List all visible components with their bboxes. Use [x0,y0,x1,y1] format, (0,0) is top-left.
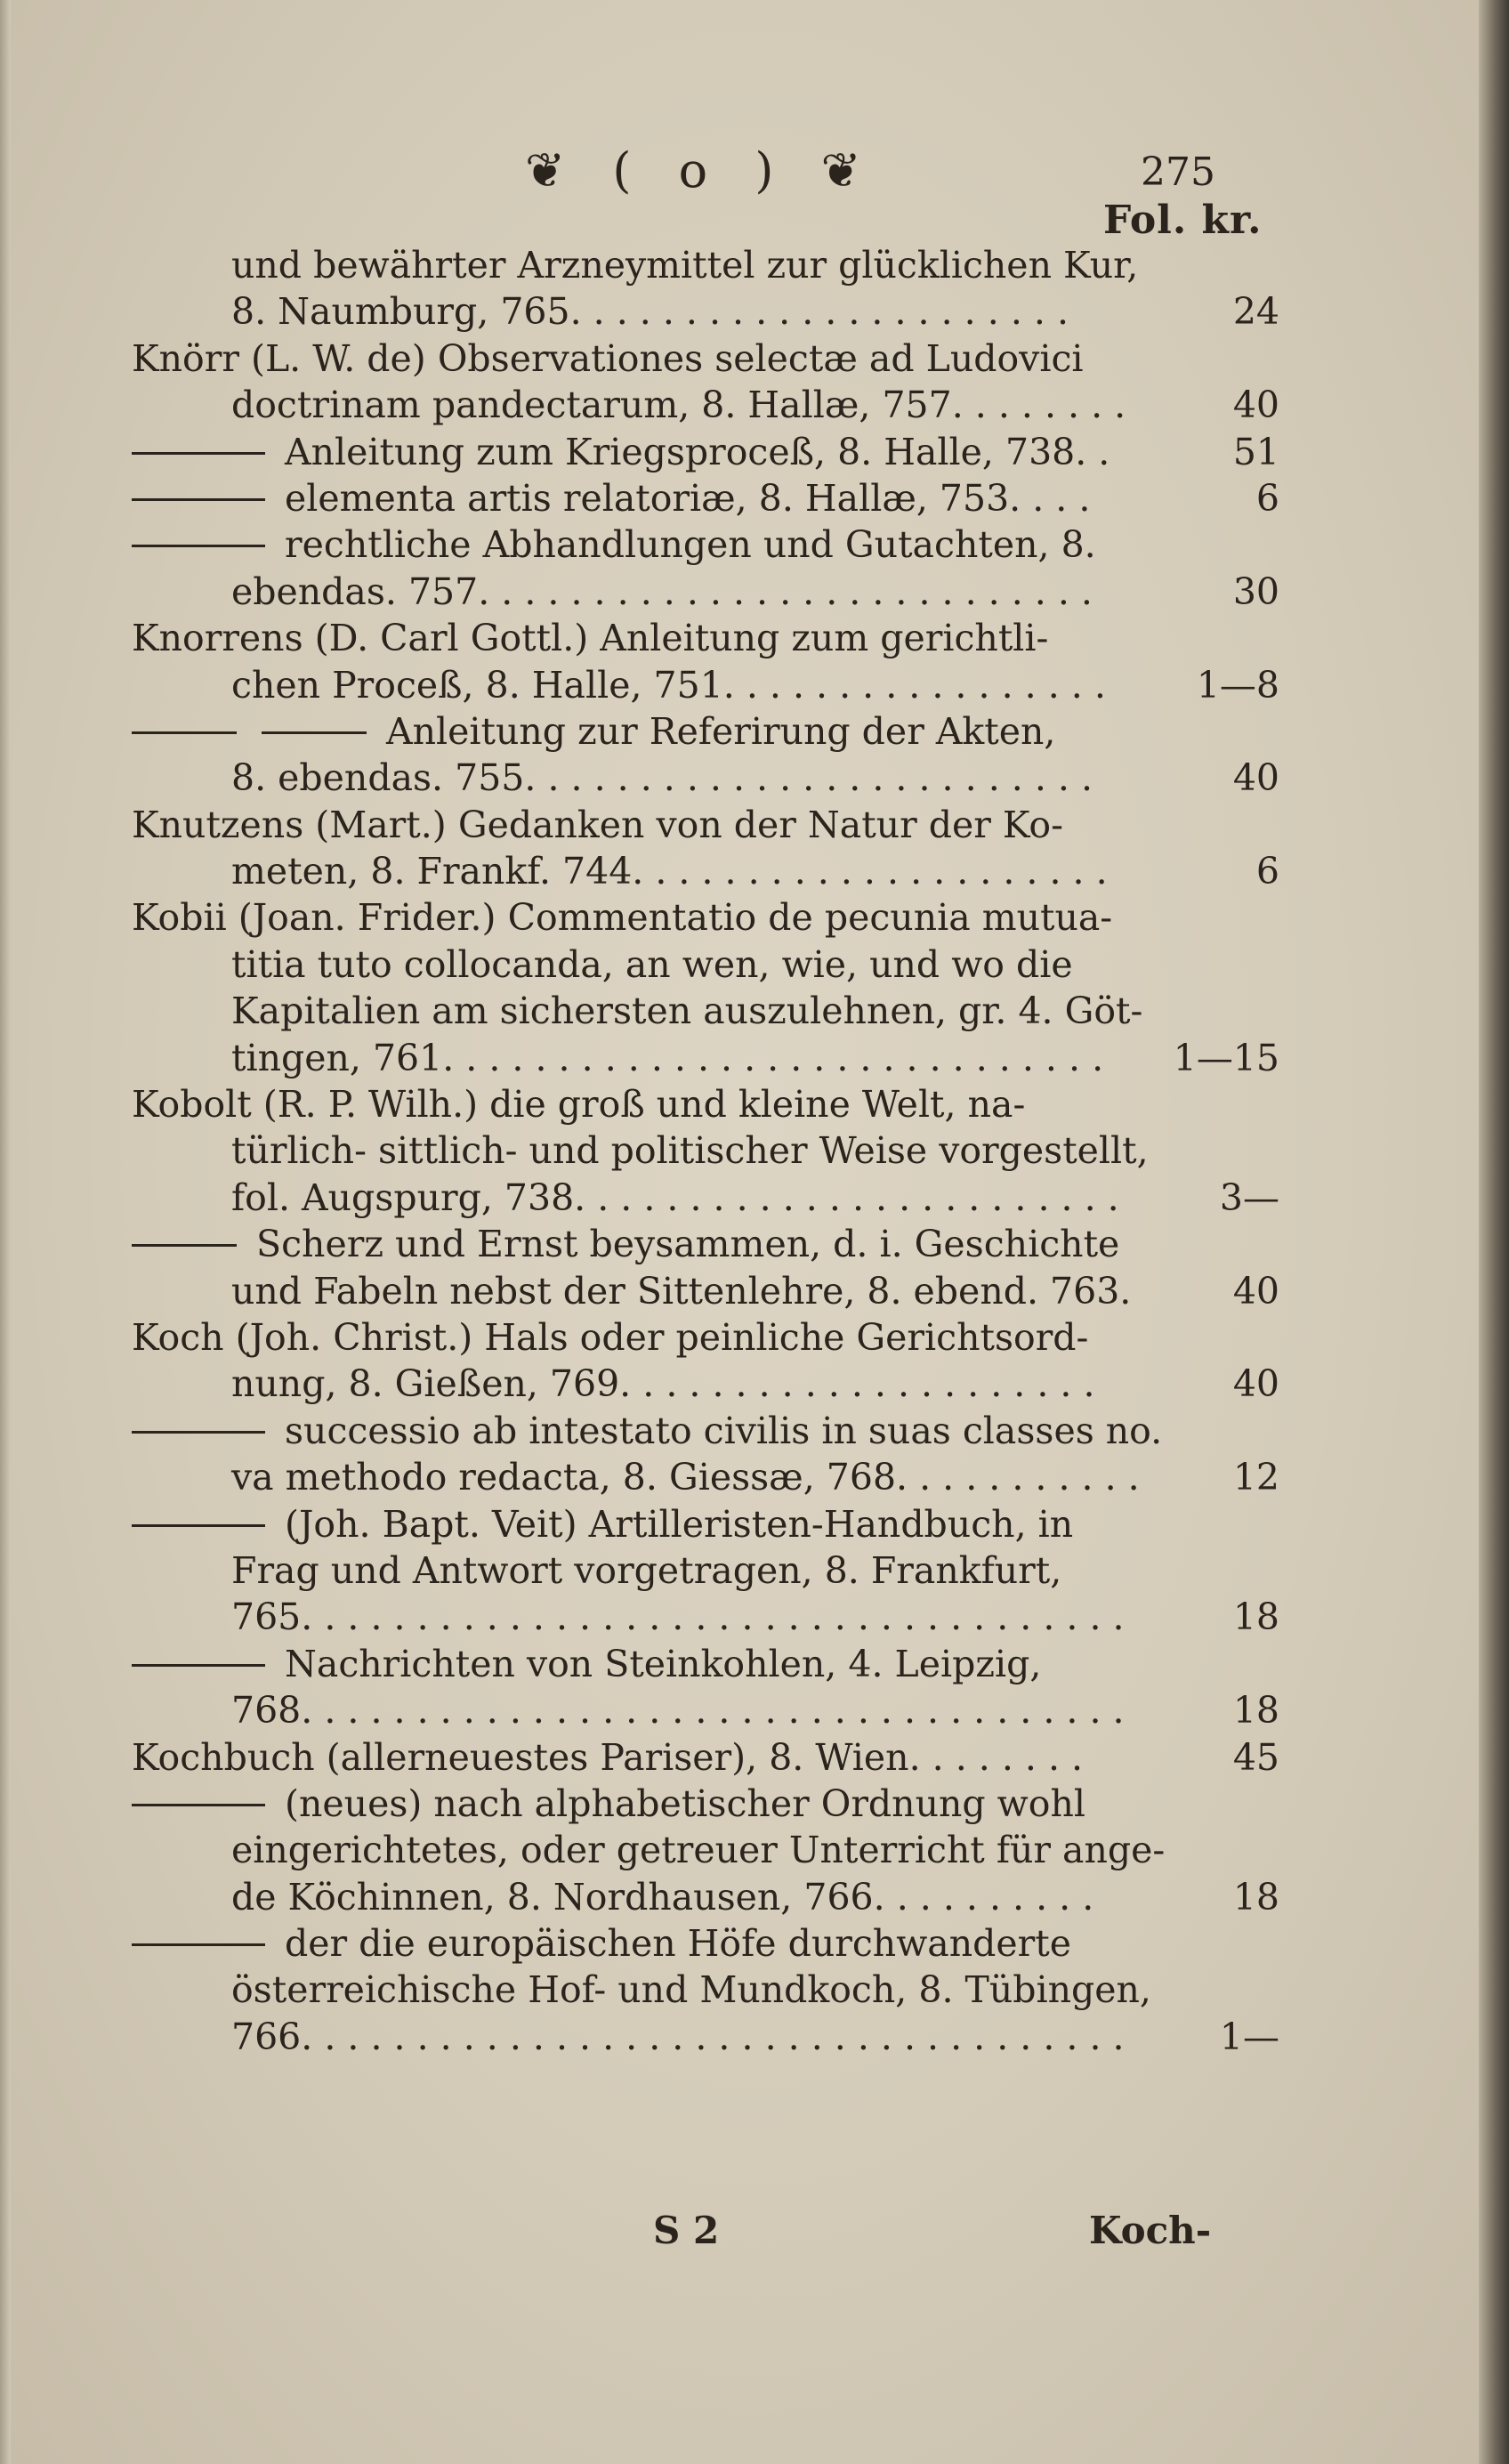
entry-text-content: tingen, 761. . . . . . . . . . . . . . . . . . . . . . . . . . . . . [231,1036,1104,1079]
catalog-line [132,1408,1262,1454]
catalog-line [132,1827,1262,1873]
page-left-edge [0,0,11,2464]
entry-price-value: 18 [1232,1689,1279,1733]
ditto-dash [132,1664,265,1667]
catalog-line [132,1874,1279,1920]
entry-text [132,615,1048,661]
entry-text-content: ebendas. 757. . . . . . . . . . . . . . . . . . . . . . . . . . . [231,570,1093,613]
catalog-line [132,335,1262,382]
entry-text-content: 8. ebendas. 755. . . . . . . . . . . . . . . . . . . . . . . . . [231,756,1093,800]
entry-text-content: der die europäischen Höfe durchwanderte [285,1922,1071,1966]
catalog-line [132,1734,1279,1781]
entry-price-value: 40 [1232,1362,1279,1406]
catalog-line [132,475,1279,521]
entry-price [1146,475,1279,521]
entry-text [132,1221,1119,1267]
entry-price [1146,662,1279,708]
catalog-line [132,429,1279,475]
entry-text-content: österreichische Hof- und Mundkoch, 8. Tübingen, [231,1968,1151,2012]
catalog-line [132,1920,1262,1967]
entry-text-content: elementa artis relatoriæ, 8. Hallæ, 753. . . . [285,476,1091,520]
entry-text-content: Scherz und Ernst beysammen, d. i. Geschichte [256,1223,1120,1266]
entry-price [1146,1687,1279,1733]
entry-text [132,708,1055,755]
catalog-line [132,1081,1262,1127]
catalog-line [132,988,1262,1034]
entry-price [1146,848,1279,894]
entry-text-content: Nachrichten von Steinkohlen, 4. Leipzig, [285,1642,1042,1685]
catalog-line [132,848,1279,894]
entry-text-content: Anleitung zum Kriegsproceß, 8. Halle, 738. . [285,430,1110,473]
entry-price [1146,1454,1279,1500]
entry-text-content: und Fabeln nebst der Sittenlehre, 8. ebend. 763. [231,1269,1132,1313]
catalog-line [132,615,1262,661]
entry-price [1146,288,1279,335]
entry-price-value: 40 [1232,756,1279,800]
catalog-line [132,1594,1279,1640]
ditto-dash [132,731,237,734]
entry-text-content: 8. Naumburg, 765. . . . . . . . . . . . . . . . . . . . . . [231,290,1069,334]
entry-text [231,569,1093,615]
ditto-dash [132,498,265,501]
entry-text [132,1641,1041,1687]
entry-price-value: 12 [1232,1456,1279,1499]
entry-text [132,894,1112,941]
catalog-line [132,288,1279,335]
page-header [0,142,1509,243]
entry-price-value: 30 [1232,570,1279,613]
entry-text [132,521,1096,568]
entry-text-content: rechtliche Abhandlungen und Gutachten, 8. [285,523,1096,567]
entry-price [1146,1035,1279,1081]
entry-price-value: 40 [1232,1269,1279,1313]
entry-text [231,1454,1140,1500]
catalog-line [132,941,1262,988]
entry-text-content: nung, 8. Gießen, 769. . . . . . . . . . . . . . . . . . . . . [231,1362,1095,1406]
entry-price-value: 18 [1232,1596,1279,1639]
catalog-line [132,569,1279,615]
entry-text [132,429,1110,475]
entry-price-value: 24 [1232,290,1279,334]
entry-text [231,941,1073,988]
entry-text-content: chen Proceß, 8. Halle, 751. . . . . . . . . . . . . . . . . [231,663,1106,707]
entry-text-content: Koch (Joh. Christ.) Hals oder peinliche Gerichtsord- [132,1315,1089,1359]
ditto-dash [132,1244,237,1247]
catalog-line [132,1361,1279,1407]
entry-text-content: eingerichtetes, oder getreuer Unterricht für ange- [231,1829,1166,1872]
entry-price [1146,1734,1279,1781]
catalog-line [132,242,1262,288]
entry-text [231,1827,1165,1873]
signature-mark: S 2 [653,2209,720,2252]
ditto-dash [132,1804,265,1806]
page-gutter-shadow [1479,0,1509,2464]
ditto-dash [132,1524,265,1527]
catalog-line [132,1268,1279,1314]
entry-text-content: va methodo redacta, 8. Giessæ, 768. . . . . . . . . . . [231,1456,1140,1499]
entry-text-content: de Köchinnen, 8. Nordhausen, 766. . . . . . . . . . [231,1875,1094,1919]
catalog-line [132,1501,1262,1547]
ditto-dash [132,545,265,547]
entry-text-content: Kobii (Joan. Frider.) Commentatio de pecunia mutua- [132,896,1113,940]
entry-text-content: Knutzens (Mart.) Gedanken von der Natur der Ko- [132,803,1063,846]
entry-text-content: 768. . . . . . . . . . . . . . . . . . . . . . . . . . . . . . . . . . . . [231,1689,1125,1733]
entry-text [132,1781,1085,1827]
entry-text [231,1035,1103,1081]
entry-price [1146,429,1279,475]
entry-text [132,1501,1073,1547]
catalog-line [132,1314,1262,1361]
catalog-line [132,1547,1262,1594]
entry-text [132,1734,1083,1781]
entry-price [1146,1175,1279,1221]
catalog-line [132,1641,1262,1687]
entry-price-value: 6 [1255,850,1279,893]
entry-price [1146,2014,1279,2060]
catalog-line [132,755,1279,801]
entry-text [231,2014,1125,2060]
entry-text [231,1175,1119,1221]
entry-price-value: 45 [1232,1735,1279,1779]
entry-price [1146,1268,1279,1314]
entry-text-content: Kobolt (R. P. Wilh.) die groß und kleine Welt, na- [132,1083,1026,1127]
entry-text-content: Frag und Antwort vorgetragen, 8. Frankfurt, [231,1548,1062,1592]
catalog-line [132,1687,1279,1733]
entry-text [132,1081,1025,1127]
entry-text [231,1127,1149,1174]
entry-text [231,288,1069,335]
ditto-dash [262,731,367,734]
catalog-line [132,662,1279,708]
entry-price-value: 51 [1232,430,1279,473]
entry-text [231,1874,1093,1920]
entry-text [231,1594,1125,1640]
entry-text-content: türlich- sittlich- und politischer Weise vorgestellt, [231,1129,1149,1173]
catalog-line [132,1221,1262,1267]
entry-text [132,1314,1088,1361]
catalog-line [132,802,1262,848]
catalog-line [132,1175,1279,1221]
catalog-line [132,708,1262,755]
catalog-line [132,1967,1262,2013]
ditto-dash [132,452,265,455]
catalog-entries [132,242,1279,2060]
entry-text [231,242,1138,288]
entry-price [1146,1361,1279,1407]
ditto-dash [132,1431,265,1434]
entry-text-content: Knörr (L. W. de) Observationes selectæ ad Ludovici [132,336,1084,380]
header-ornament: ❦ ( o ) ❦ [525,142,877,198]
catalog-line [132,2014,1279,2060]
entry-text [231,1687,1125,1733]
entry-price-value: 6 [1255,476,1279,520]
entry-text-content: Kochbuch (allerneuestes Pariser), 8. Wien. . . . . . . . [132,1735,1084,1779]
entry-text [231,1967,1151,2013]
catalog-line [132,1035,1279,1081]
entry-price [1146,382,1279,428]
entry-price [1146,569,1279,615]
catchword: Koch- [1089,2209,1212,2252]
entry-text [132,802,1063,848]
entry-text [132,475,1090,521]
catalog-line [132,382,1279,428]
entry-text-content: (neues) nach alphabetischer Ordnung wohl [285,1781,1085,1825]
price-column-header: Fol. kr. [1103,198,1263,243]
entry-text [132,335,1084,382]
page-number: 275 [1141,149,1215,195]
entry-text [132,1920,1071,1967]
entry-text-content: und bewährter Arzneymittel zur glücklichen Kur, [231,244,1139,287]
catalog-line [132,894,1262,941]
entry-price [1146,1874,1279,1920]
entry-text [231,1268,1131,1314]
entry-price-value: 18 [1232,1875,1279,1919]
entry-text [231,755,1093,801]
catalog-line [132,1454,1279,1500]
entry-text-content: fol. Augspurg, 738. . . . . . . . . . . . . . . . . . . . . . . . [231,1175,1119,1219]
entry-text [231,848,1108,894]
catalog-line [132,1781,1262,1827]
entry-text [231,988,1142,1034]
entry-price-value: 40 [1232,384,1279,427]
entry-text-content: meten, 8. Frankf. 744. . . . . . . . . . . . . . . . . . . . . [231,850,1108,893]
entry-text [231,382,1126,428]
entry-price-value: 1—8 [1196,663,1279,707]
entry-text [231,1547,1061,1594]
page-footer [0,2209,1509,2262]
catalog-line [132,521,1262,568]
entry-text-content: Kapitalien am sichersten auszulehnen, gr. 4. Göt- [231,990,1143,1033]
entry-text-content: Knorrens (D. Carl Gottl.) Anleitung zum gerichtli- [132,617,1049,660]
entry-price [1146,1594,1279,1640]
entry-text-content: doctrinam pandectarum, 8. Hallæ, 757. . . . . . . . [231,384,1126,427]
catalog-line [132,1127,1262,1174]
entry-text-content: 766. . . . . . . . . . . . . . . . . . . . . . . . . . . . . . . . . . . . [231,2015,1125,2058]
entry-text-content: Anleitung zur Referirung der Akten, [386,709,1056,753]
ditto-dash [132,1943,265,1946]
entry-price-value: 1—15 [1173,1036,1279,1079]
entry-text-content: titia tuto collocanda, an wen, wie, und wo die [231,942,1073,986]
entry-text-content: (Joh. Bapt. Veit) Artilleristen-Handbuch, in [285,1502,1074,1546]
entry-price-value: 3— [1219,1175,1279,1219]
entry-text [132,1408,1162,1454]
entry-text-content: 765. . . . . . . . . . . . . . . . . . . . . . . . . . . . . . . . . . . . [231,1596,1125,1639]
entry-text [231,662,1106,708]
entry-price [1146,755,1279,801]
entry-text [231,1361,1095,1407]
entry-text-content: successio ab intestato civilis in suas classes no. [285,1409,1163,1452]
entry-price-value: 1— [1219,2015,1279,2058]
